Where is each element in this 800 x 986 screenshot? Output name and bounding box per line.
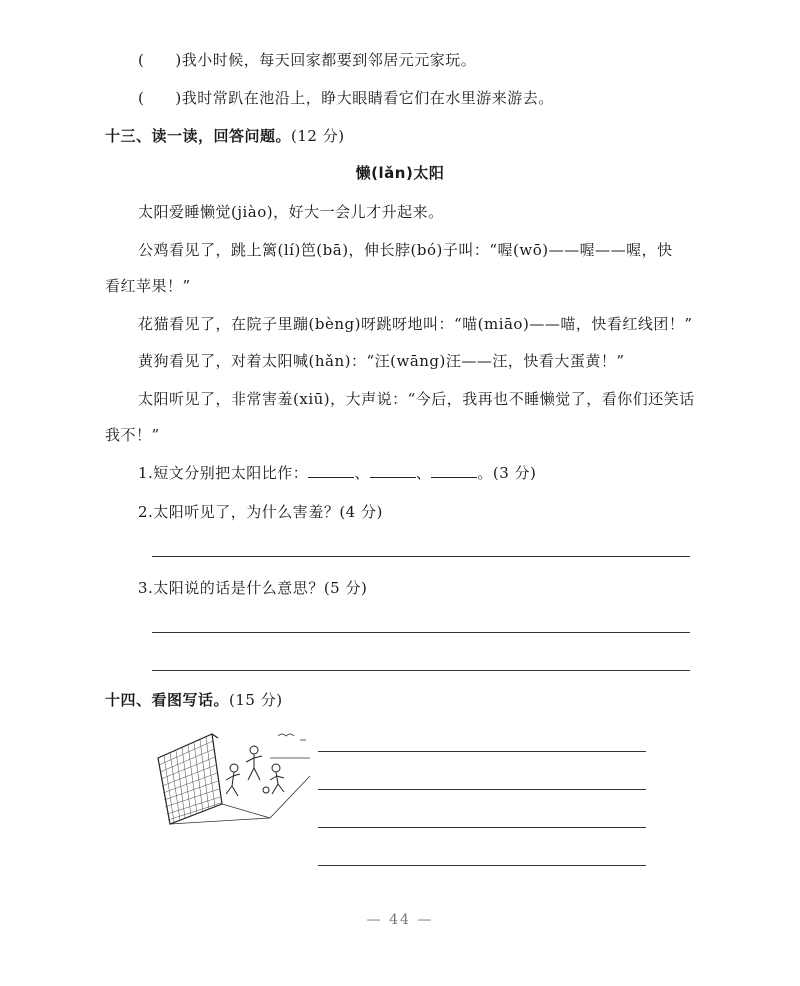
writing-line[interactable] [318,865,646,866]
section-14-heading [105,690,283,710]
story-paragraph: 太阳爱睡懒觉(jiào)，好大一会儿才升起来。 [138,203,444,221]
blank-separator: 、 [415,464,432,482]
review-item-1 [138,50,476,70]
soccer-picture [150,728,320,828]
question-3: 3.太阳说的话是什么意思？(5 分) [138,579,368,597]
answer-blank-1[interactable] [308,463,354,478]
section-title: 十四、看图写话。 [105,691,230,709]
review-item-2 [138,88,554,108]
writing-line[interactable] [318,751,646,752]
section-points: (15 分) [229,691,283,709]
section-points: (12 分) [291,127,345,145]
story-paragraph: 黄狗看见了，对着太阳喊(hǎn)：“汪(wāng)汪——汪，快看大蛋黄！” [138,352,625,370]
question-1-suffix: 。(3 分) [477,464,537,482]
section-title: 十三、读一读，回答问题。 [105,127,292,145]
question-1-prefix: 1.短文分别把太阳比作： [138,464,309,482]
writing-line[interactable] [318,789,646,790]
blank-separator: 、 [354,464,370,482]
story-paragraph: 花猫看见了，在院子里蹦(bèng)呀跳呀地叫：“喵(miāo)——喵，快看红线团！” [138,315,693,333]
page-number: — 44 — [366,912,434,928]
story-paragraph: 公鸡看见了，跳上篱(lí)笆(bā)，伸长脖(bó)子叫：“喔(wō)——喔——喔，快 [138,241,673,259]
answer-line[interactable] [152,556,690,557]
question-1 [138,463,536,483]
writing-line[interactable] [318,827,646,828]
answer-blank-2[interactable] [370,463,416,478]
review-item-text: 我时常趴在池沿上，睁大眼睛看它们在水里游来游去。 [181,89,554,107]
story-paragraph: 太阳听见了，非常害羞(xiū)，大声说：“今后，我再也不睡懒觉了，看你们还笑话 [138,390,695,408]
story-paragraph-cont: 我不！” [105,426,160,444]
story-paragraph-cont: 看红苹果！” [105,277,191,295]
answer-line[interactable] [152,632,690,633]
answer-blank-3[interactable] [431,463,477,478]
section-13-heading [105,126,345,146]
review-item-text: 我小时候，每天回家都要到邻居元元家玩。 [181,51,477,69]
question-2: 2.太阳听见了，为什么害羞？(4 分) [138,503,383,521]
answer-line[interactable] [152,670,690,671]
answer-paren[interactable]: ( ) [138,51,182,69]
story-title: 懒(lǎn)太阳 [355,164,445,182]
answer-paren[interactable]: ( ) [138,89,182,107]
